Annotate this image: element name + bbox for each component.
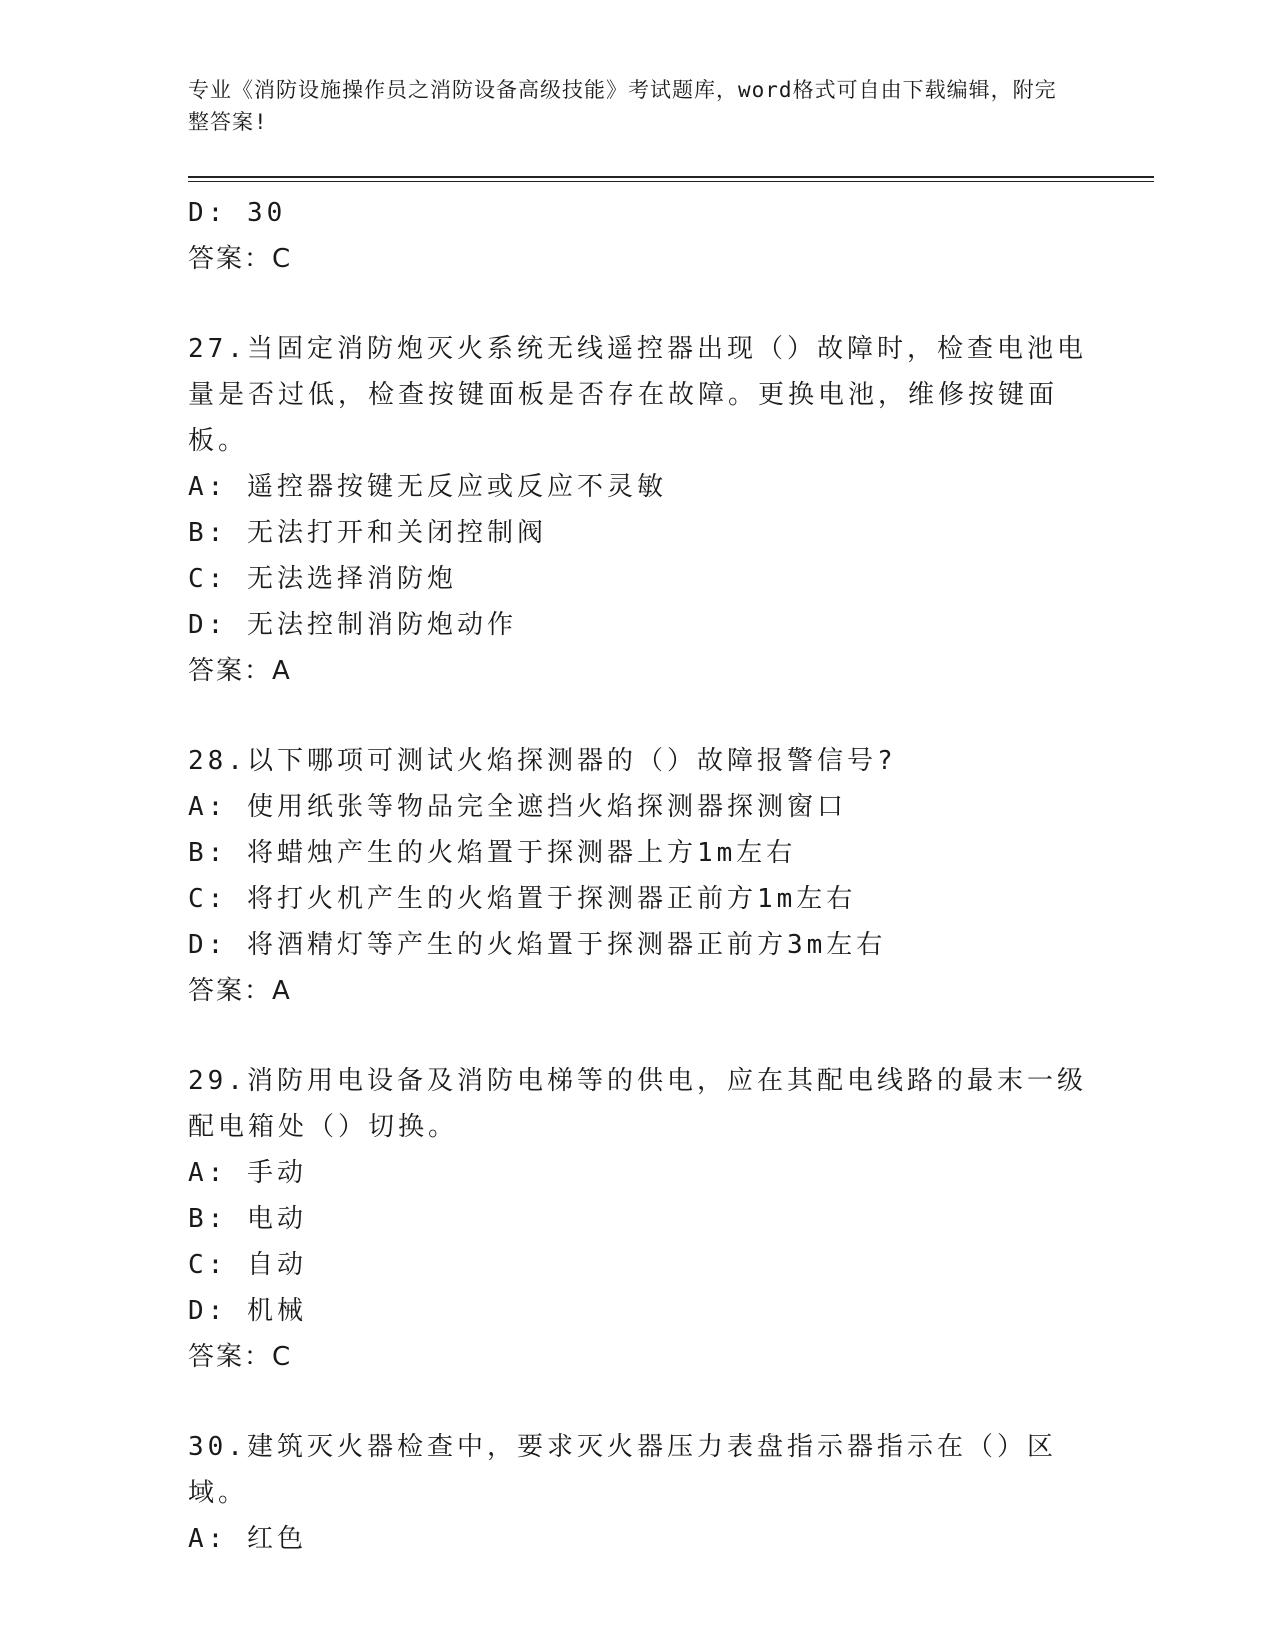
option-c: C: 无法选择消防炮 — [188, 564, 457, 594]
question-30 — [188, 1424, 1088, 1562]
prev-option-d: D: 30 — [188, 198, 287, 228]
option-a: A: 使用纸张等物品完全遮挡火焰探测器探测窗口 — [188, 792, 847, 822]
question-list — [188, 190, 1088, 1562]
option-a: A: 遥控器按键无反应或反应不灵敏 — [188, 472, 667, 502]
option-a: A: 红色 — [188, 1524, 307, 1554]
question-stem: 28.以下哪项可测试火焰探测器的（）故障报警信号? — [188, 746, 897, 776]
question-29 — [188, 1058, 1088, 1380]
option-c: C: 自动 — [188, 1250, 307, 1280]
answer: 答案：C — [188, 1342, 293, 1372]
answer: 答案：A — [188, 976, 292, 1006]
option-b: B: 电动 — [188, 1204, 307, 1234]
option-d: D: 将酒精灯等产生的火焰置于探测器正前方3m左右 — [188, 930, 887, 960]
question-27 — [188, 326, 1088, 694]
question-stem: 30.建筑灭火器检查中，要求灭火器压力表盘指示器指示在（）区域。 — [188, 1432, 1057, 1508]
option-b: B: 无法打开和关闭控制阀 — [188, 518, 547, 548]
option-d: D: 机械 — [188, 1296, 307, 1326]
option-c: C: 将打火机产生的火焰置于探测器正前方1m左右 — [188, 884, 857, 914]
question-stem: 29.消防用电设备及消防电梯等的供电，应在其配电线路的最末一级配电箱处（）切换。 — [188, 1066, 1087, 1142]
header-divider — [188, 176, 1154, 182]
option-b: B: 将蜡烛产生的火焰置于探测器上方1m左右 — [188, 838, 797, 868]
prev-answer: 答案：C — [188, 244, 293, 274]
option-d: D: 无法控制消防炮动作 — [188, 610, 517, 640]
page-header: 专业《消防设施操作员之消防设备高级技能》考试题库，word格式可自由下载编辑，附完整答案! — [188, 78, 1057, 134]
answer: 答案：A — [188, 656, 292, 686]
question-28 — [188, 738, 1088, 1014]
question-stem: 27.当固定消防炮灭火系统无线遥控器出现（）故障时，检查电池电量是否过低，检查按键面板是否存在故障。更换电池，维修按键面板。 — [188, 334, 1087, 456]
option-a: A: 手动 — [188, 1158, 307, 1188]
